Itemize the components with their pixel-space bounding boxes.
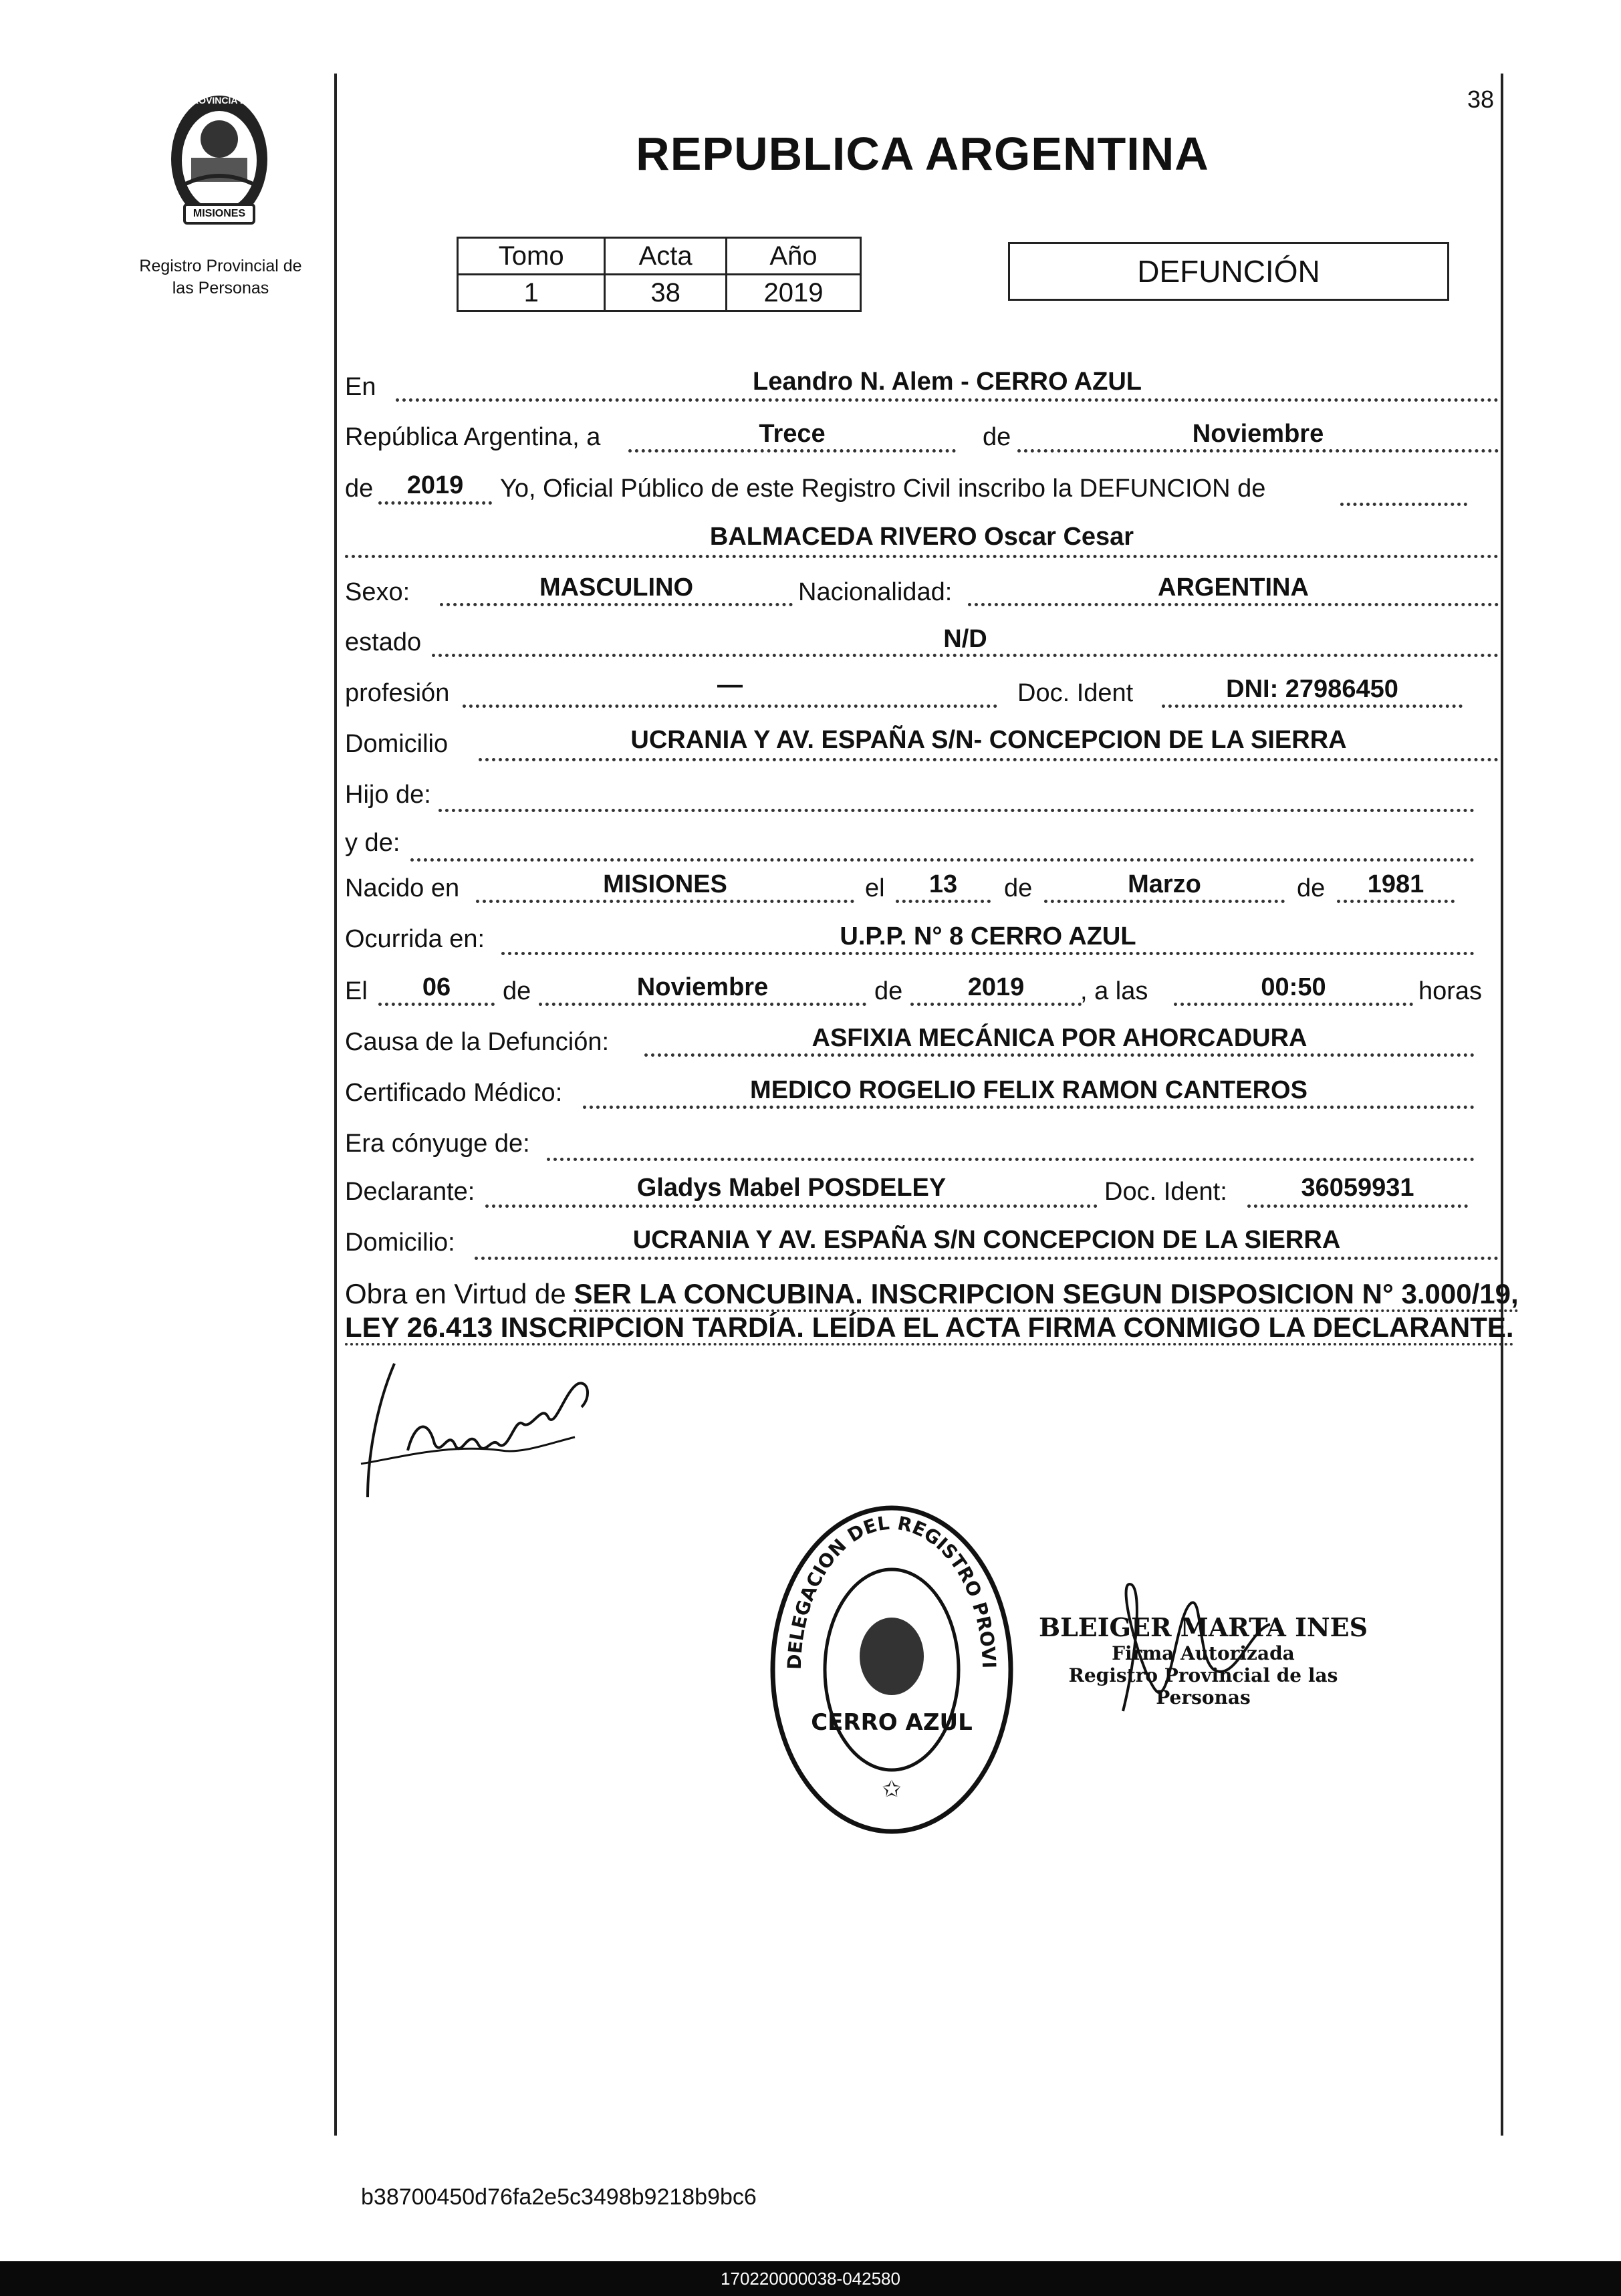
logo-ring-text: PROVINCIA DE bbox=[185, 95, 253, 106]
ref-header-acta: Acta bbox=[605, 238, 727, 275]
value-nac-dia: 13 bbox=[928, 870, 958, 898]
label-de-b: de bbox=[1297, 874, 1326, 902]
label-certificado: Certificado Médico: bbox=[345, 1079, 563, 1107]
label-horas: horas bbox=[1418, 977, 1483, 1005]
ref-value-acta: 38 bbox=[605, 275, 727, 311]
value-nac-anio: 1981 bbox=[1367, 870, 1424, 898]
label-nacionalidad: Nacionalidad: bbox=[798, 578, 953, 606]
page-number: 38 bbox=[1467, 86, 1495, 113]
value-estado: N/D bbox=[943, 625, 987, 653]
value-mes-inscripcion: Noviembre bbox=[1192, 420, 1324, 448]
value-domicilio: UCRANIA Y AV. ESPAÑA S/N- CONCEPCION DE LA SIERRA bbox=[630, 726, 1347, 754]
field-y-de bbox=[410, 832, 1475, 862]
official-stamp bbox=[767, 1503, 1016, 1837]
label-republica: República Argentina, a bbox=[345, 423, 601, 451]
provincial-logo bbox=[152, 86, 286, 239]
page-title: REPUBLICA ARGENTINA bbox=[636, 128, 1209, 180]
label-obra: Obra en Virtud de bbox=[345, 1278, 566, 1309]
value-declarante: Gladys Mabel POSDELEY bbox=[636, 1174, 947, 1202]
official-name: BLEIGER MARTA INES bbox=[1038, 1612, 1368, 1642]
official-name-block bbox=[1036, 1612, 1370, 1708]
value-lugar: Leandro N. Alem - CERRO AZUL bbox=[753, 368, 1142, 396]
field-fallecido-cont bbox=[1340, 476, 1467, 506]
ref-header-anio: Año bbox=[726, 238, 860, 275]
label-y-de: y de: bbox=[345, 829, 400, 857]
value-doc: DNI: 27986450 bbox=[1226, 675, 1398, 703]
official-role: Firma Autorizada bbox=[1112, 1642, 1295, 1664]
footer-code: 170220000038-042580 bbox=[721, 2268, 900, 2289]
value-profesion: — bbox=[717, 671, 743, 699]
label-de-c: de bbox=[503, 977, 531, 1005]
field-hijo-de bbox=[439, 782, 1475, 812]
value-fallecido: BALMACEDA RIVERO Oscar Cesar bbox=[709, 523, 1134, 551]
label-ocurrida-en: Ocurrida en: bbox=[345, 925, 485, 953]
value-obra-line2: LEY 26.413 INSCRIPCION TARDÍA. LEÍDA EL ACTA FIRMA CONMIGO LA DECLARANTE. bbox=[345, 1311, 1514, 1346]
ref-value-anio: 2019 bbox=[726, 275, 860, 311]
label-conyuge: Era cónyuge de: bbox=[345, 1130, 530, 1158]
reference-table bbox=[457, 237, 862, 312]
value-nacido-en: MISIONES bbox=[603, 870, 727, 898]
label-doc-ident2: Doc. Ident: bbox=[1104, 1178, 1227, 1206]
label-de-a: de bbox=[1004, 874, 1033, 902]
ref-value-tomo: 1 bbox=[458, 275, 605, 311]
label-de: de bbox=[983, 423, 1011, 451]
document-hash: b38700450d76fa2e5c3498b9218b9bc6 bbox=[361, 2184, 757, 2210]
footer-bar bbox=[0, 2261, 1621, 2296]
label-de-d: de bbox=[874, 977, 903, 1005]
label-causa: Causa de la Defunción: bbox=[345, 1028, 610, 1056]
field-conyuge bbox=[547, 1131, 1475, 1161]
value-obra-line1: SER LA CONCUBINA. INSCRIPCION SEGUN DISPOSICION N° 3.000/19, bbox=[574, 1278, 1518, 1312]
declarant-signature bbox=[348, 1344, 602, 1511]
value-declarante-domicilio: UCRANIA Y AV. ESPAÑA S/N CONCEPCION DE LA SIERRA bbox=[632, 1226, 1341, 1254]
label-declarante: Declarante: bbox=[345, 1178, 475, 1206]
logo-caption-line2: las Personas bbox=[172, 279, 269, 297]
right-margin-line bbox=[1501, 74, 1503, 2136]
stamp-star-icon: ✩ bbox=[882, 1777, 902, 1802]
value-def-mes: Noviembre bbox=[636, 973, 769, 1001]
logo-caption bbox=[120, 255, 321, 299]
document-type-box bbox=[1008, 242, 1449, 301]
value-certificado: MEDICO ROGELIO FELIX RAMON CANTEROS bbox=[750, 1076, 1307, 1104]
value-def-dia: 06 bbox=[422, 973, 451, 1001]
value-nac-mes: Marzo bbox=[1128, 870, 1201, 898]
stamp-arc-text: DELEGACION DEL REGISTRO PROVI bbox=[783, 1511, 1001, 1670]
obra-line-1 bbox=[345, 1278, 1519, 1310]
stamp-center-text: CERRO AZUL bbox=[811, 1709, 973, 1736]
left-margin-line bbox=[334, 74, 337, 2136]
label-el-lower: el bbox=[865, 874, 885, 902]
label-yo-oficial: Yo, Oficial Público de este Registro Civil inscribo la DEFUNCION de bbox=[500, 475, 1266, 503]
value-ocurrida-en: U.P.P. N° 8 CERRO AZUL bbox=[840, 922, 1136, 950]
obra-line-2 bbox=[345, 1311, 1514, 1344]
label-hijo-de: Hijo de: bbox=[345, 781, 431, 809]
value-dia-inscripcion: Trece bbox=[759, 420, 826, 448]
label-domicilio2: Domicilio: bbox=[345, 1229, 455, 1257]
label-domicilio: Domicilio bbox=[345, 730, 449, 758]
value-def-anio: 2019 bbox=[967, 973, 1025, 1001]
value-def-hora: 00:50 bbox=[1261, 973, 1326, 1001]
label-de-lower: de bbox=[345, 475, 374, 503]
document-type-label: DEFUNCIÓN bbox=[1137, 254, 1320, 289]
value-sexo: MASCULINO bbox=[539, 573, 694, 602]
official-office: Registro Provincial de las Personas bbox=[1068, 1664, 1338, 1708]
value-causa: ASFIXIA MECÁNICA POR AHORCADURA bbox=[812, 1024, 1307, 1052]
label-sexo: Sexo: bbox=[345, 578, 410, 606]
value-nacionalidad: ARGENTINA bbox=[1158, 573, 1309, 602]
label-el: El bbox=[345, 977, 368, 1005]
label-estado: estado bbox=[345, 628, 422, 656]
label-en: En bbox=[345, 373, 376, 401]
label-a-las: , a las bbox=[1080, 977, 1148, 1005]
value-anio-inscripcion: 2019 bbox=[406, 471, 464, 499]
label-nacido-en: Nacido en bbox=[345, 874, 460, 902]
logo-ribbon-text: MISIONES bbox=[193, 208, 246, 219]
label-profesion: profesión bbox=[345, 679, 450, 707]
logo-caption-line1: Registro Provincial de bbox=[139, 257, 302, 275]
value-declarante-doc: 36059931 bbox=[1301, 1174, 1414, 1202]
label-doc-ident: Doc. Ident bbox=[1017, 679, 1134, 707]
ref-header-tomo: Tomo bbox=[458, 238, 605, 275]
